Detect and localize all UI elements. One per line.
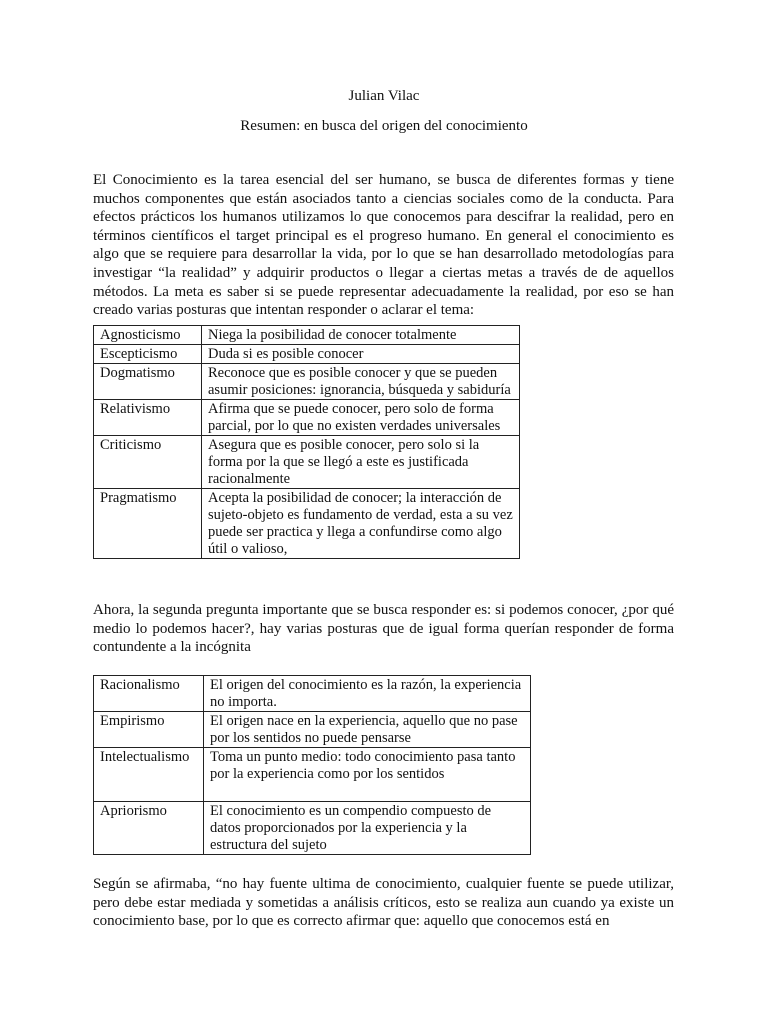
term-cell: Criticismo — [94, 436, 202, 489]
table-row — [94, 364, 520, 400]
document-subtitle: Resumen: en busca del origen del conocimiento — [240, 118, 528, 134]
second-question-paragraph: Ahora, la segunda pregunta importante que se busca responder es: si podemos conocer, ¿por qué medio lo podemos hacer?, hay varias posturas que de igual forma querían responder de forma contundente a la incógnita — [93, 602, 674, 656]
table-row — [94, 326, 520, 345]
definition-cell: El origen nace en la experiencia, aquello que no pase por los sentidos no puede pensarse — [204, 712, 531, 748]
definition-cell: Afirma que se puede conocer, pero solo de forma parcial, por lo que no existen verdades universales — [202, 400, 520, 436]
definition-cell: Asegura que es posible conocer, pero solo si la forma por la que se llegó a este es justificada racionalmente — [202, 436, 520, 489]
term-cell: Intelectualismo — [94, 748, 204, 802]
term-cell: Apriorismo — [94, 802, 204, 855]
postures-table — [93, 325, 520, 559]
table-row — [94, 712, 531, 748]
term-cell: Agnosticismo — [94, 326, 202, 345]
table-row — [94, 400, 520, 436]
table-row — [94, 436, 520, 489]
definition-cell: Niega la posibilidad de conocer totalmente — [202, 326, 520, 345]
term-cell: Relativismo — [94, 400, 202, 436]
term-cell: Escepticismo — [94, 345, 202, 364]
table-row — [94, 748, 531, 802]
definition-cell: Acepta la posibilidad de conocer; la interacción de sujeto-objeto es fundamento de verdad, esta a su vez puede ser practica y llega a confundirse como algo útil o valioso, — [202, 489, 520, 559]
definition-cell: Reconoce que es posible conocer y que se pueden asumir posiciones: ignorancia, búsqueda y sabiduría — [202, 364, 520, 400]
table-row — [94, 489, 520, 559]
origin-table — [93, 675, 531, 855]
definition-cell: El origen del conocimiento es la razón, la experiencia no importa. — [204, 676, 531, 712]
term-cell: Empirismo — [94, 712, 204, 748]
table-row — [94, 676, 531, 712]
table-row — [94, 802, 531, 855]
term-cell: Dogmatismo — [94, 364, 202, 400]
definition-cell: Toma un punto medio: todo conocimiento pasa tanto por la experiencia como por los sentidos — [204, 748, 531, 802]
closing-paragraph: Según se afirmaba, “no hay fuente ultima de conocimiento, cualquier fuente se puede utilizar, pero debe estar mediada y sometidas a análisis críticos, esto se realiza aun cuando ya existe un conocimiento base, por lo que es correcto afirmar que: aquello que conocemos está en — [93, 876, 674, 930]
term-cell: Pragmatismo — [94, 489, 202, 559]
definition-cell: Duda si es posible conocer — [202, 345, 520, 364]
table-row — [94, 345, 520, 364]
term-cell: Racionalismo — [94, 676, 204, 712]
intro-paragraph: El Conocimiento es la tarea esencial del ser humano, se busca de diferentes formas y tiene muchos componentes que están asociados tanto a ciencias sociales como de la conducta. Para efectos prácticos los humanos utilizamos lo que conocemos para descifrar la realidad, pero en términos científicos el target principal es el progreso humano. En general el conocimiento es algo que se requiere para desarrollar la vida, por lo que se han desarrollado metodologías para investigar “la realidad” y adquirir productos o llegar a ciertas metas a través de de aquellos métodos. La meta es saber si se puede representar adecuadamente la realidad, por eso se han creado varias posturas que intentan responder o aclarar el tema: — [93, 172, 674, 319]
definition-cell: El conocimiento es un compendio compuesto de datos proporcionados por la experiencia y la estructura del sujeto — [204, 802, 531, 855]
author-name: Julian Vilac — [348, 88, 420, 104]
